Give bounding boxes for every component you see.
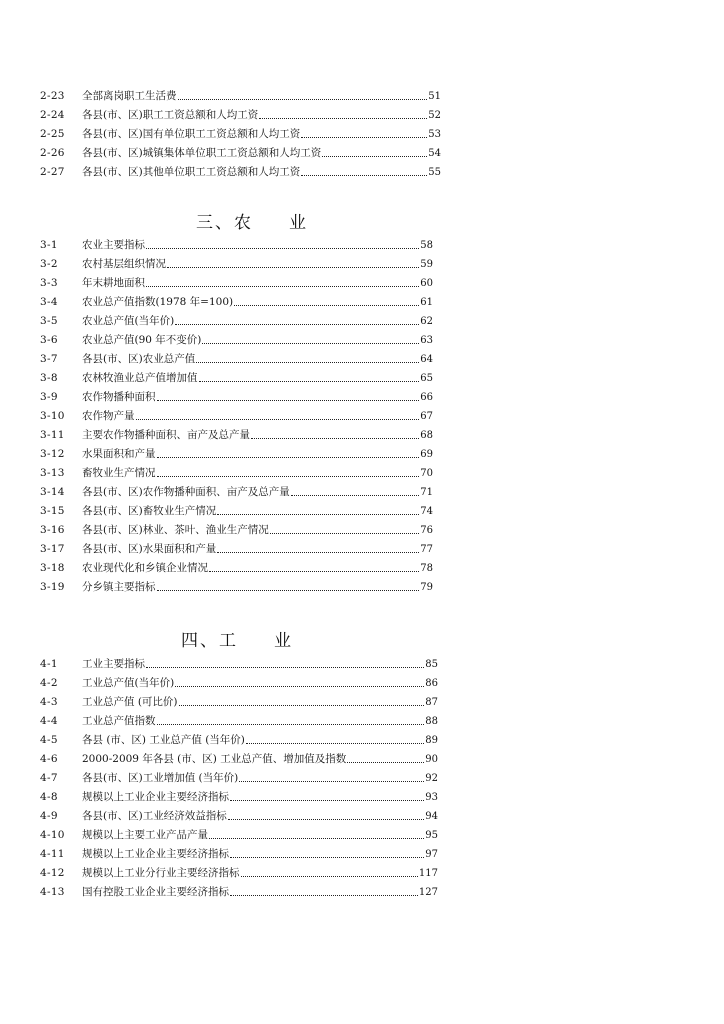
toc-dot-leader — [167, 255, 419, 268]
toc-entry[interactable] — [40, 845, 438, 864]
toc-entry-number: 4-8 — [40, 791, 58, 803]
toc-entry-title: 各县 (市、区) 工业总产值 (当年价) — [82, 734, 245, 746]
toc-entry[interactable] — [40, 331, 433, 350]
toc-dot-leader — [301, 163, 427, 176]
toc-entry-number: 3-17 — [40, 543, 65, 555]
toc-entry-page: 66 — [420, 392, 433, 403]
toc-entry-number: 3-10 — [40, 410, 65, 422]
toc-entry-title: 工业总产值(当年价) — [82, 677, 175, 689]
toc-dot-leader — [146, 274, 419, 287]
toc-entry-number: 4-11 — [40, 848, 65, 860]
toc-entry-title: 国有控股工业企业主要经济指标 — [82, 886, 229, 898]
toc-entry-number: 2-23 — [40, 90, 65, 102]
toc-entry-title: 2000-2009 年各县 (市、区) 工业总产值、增加值及指数 — [82, 753, 347, 765]
toc-entry-page: 117 — [418, 868, 438, 879]
toc-entry[interactable] — [40, 483, 433, 502]
toc-entry-number: 3-15 — [40, 505, 65, 517]
toc-entry[interactable] — [40, 864, 438, 883]
toc-entry[interactable] — [40, 883, 438, 902]
toc-dot-leader — [146, 655, 424, 668]
toc-entry-page: 62 — [420, 316, 433, 327]
toc-entry[interactable] — [40, 464, 433, 483]
toc-entry-title: 各县(市、区)农作物播种面积、亩产及总产量 — [82, 486, 290, 498]
toc-entry[interactable] — [40, 144, 441, 163]
toc-entry[interactable] — [40, 712, 438, 731]
toc-entry-number: 4-6 — [40, 753, 58, 765]
toc-entry[interactable] — [40, 163, 441, 182]
toc-entry[interactable] — [40, 731, 438, 750]
toc-entry-number: 3-9 — [40, 391, 58, 403]
toc-entry-number: 4-13 — [40, 886, 65, 898]
toc-entry-number: 3-1 — [40, 239, 58, 251]
toc-entry-page: 89 — [425, 735, 438, 746]
toc-entry-title: 各县(市、区)水果面积和产量 — [82, 543, 217, 555]
toc-entry-title: 主要农作物播种面积、亩产及总产量 — [82, 429, 250, 441]
toc-entry[interactable] — [40, 106, 441, 125]
toc-entry-page: 67 — [420, 411, 433, 422]
toc-entry-title: 畜牧业生产情况 — [82, 467, 156, 479]
toc-entry-page: 88 — [425, 716, 438, 727]
toc-entry-number: 3-7 — [40, 353, 58, 365]
toc-entry-number: 4-7 — [40, 772, 58, 784]
toc-entry-title: 工业总产值 (可比价) — [82, 696, 178, 708]
toc-entry-page: 127 — [418, 887, 438, 898]
toc-entry[interactable] — [40, 426, 433, 445]
toc-dot-leader — [202, 331, 419, 344]
toc-dot-leader — [146, 236, 419, 249]
toc-entry-page: 85 — [425, 659, 438, 670]
toc-entry[interactable] — [40, 502, 433, 521]
toc-entry-number: 3-16 — [40, 524, 65, 536]
toc-entry-title: 规模以上工业企业主要经济指标 — [82, 791, 229, 803]
toc-dot-leader — [230, 883, 418, 896]
toc-entry-page: 90 — [425, 754, 438, 765]
toc-entry[interactable] — [40, 369, 433, 388]
toc-dot-leader — [179, 693, 425, 706]
toc-entry-page: 58 — [420, 240, 433, 251]
toc-entry-title: 分乡镇主要指标 — [82, 581, 156, 593]
toc-entry-page: 69 — [420, 449, 433, 460]
toc-entry-number: 2-25 — [40, 128, 65, 140]
toc-entry-number: 3-11 — [40, 429, 65, 441]
toc-dot-leader — [270, 521, 420, 534]
toc-entry[interactable] — [40, 312, 433, 331]
toc-entry[interactable] — [40, 521, 433, 540]
toc-entry[interactable] — [40, 350, 433, 369]
toc-dot-leader — [301, 125, 427, 138]
toc-entry[interactable] — [40, 655, 438, 674]
toc-entry-number: 3-12 — [40, 448, 65, 460]
toc-dot-leader — [175, 312, 419, 325]
section-3-heading-prefix: 三、农 — [196, 213, 253, 233]
section-4-heading — [0, 626, 599, 651]
toc-dot-leader — [196, 350, 419, 363]
toc-entry-number: 3-8 — [40, 372, 58, 384]
toc-entry-title: 各县(市、区)工业经济效益指标 — [82, 810, 227, 822]
toc-entry-number: 3-5 — [40, 315, 58, 327]
toc-entry-page: 74 — [420, 506, 433, 517]
toc-entry-page: 71 — [420, 487, 433, 498]
toc-entry-page: 59 — [420, 259, 433, 270]
toc-dot-leader — [178, 87, 428, 100]
toc-dot-leader — [230, 788, 424, 801]
toc-section-4 — [40, 655, 438, 902]
toc-entry-page: 79 — [420, 582, 433, 593]
toc-entry[interactable] — [40, 388, 433, 407]
section-4-heading-suffix: 业 — [274, 631, 293, 651]
toc-entry-page: 78 — [420, 563, 433, 574]
toc-section-2 — [40, 87, 441, 182]
toc-entry-page: 52 — [428, 110, 441, 121]
toc-entry-title: 各县(市、区)农业总产值 — [82, 353, 196, 365]
toc-entry-title: 各县(市、区)职工工资总额和人均工资 — [82, 109, 259, 121]
toc-entry-number: 4-12 — [40, 867, 65, 879]
toc-entry[interactable] — [40, 769, 438, 788]
toc-entry-title: 农作物产量 — [82, 410, 135, 422]
toc-entry-page: 93 — [425, 792, 438, 803]
toc-dot-leader — [157, 388, 420, 401]
toc-entry-number: 4-4 — [40, 715, 58, 727]
toc-dot-leader — [157, 445, 420, 458]
toc-entry-title: 农业总产值(当年价) — [82, 315, 175, 327]
toc-dot-leader — [217, 540, 419, 553]
toc-entry[interactable] — [40, 788, 438, 807]
toc-section-3 — [40, 236, 433, 597]
toc-entry-number: 3-13 — [40, 467, 65, 479]
toc-dot-leader — [322, 144, 427, 157]
toc-entry[interactable] — [40, 445, 433, 464]
toc-entry-page: 68 — [420, 430, 433, 441]
toc-entry-number: 4-1 — [40, 658, 58, 670]
toc-dot-leader — [199, 369, 420, 382]
toc-entry-page: 61 — [420, 297, 433, 308]
toc-entry-page: 55 — [428, 167, 441, 178]
toc-entry-number: 3-19 — [40, 581, 65, 593]
toc-entry-title: 水果面积和产量 — [82, 448, 156, 460]
toc-entry-title: 规模以上主要工业产品产量 — [82, 829, 208, 841]
toc-dot-leader — [217, 502, 419, 515]
toc-dot-leader — [234, 293, 419, 306]
toc-entry-page: 63 — [420, 335, 433, 346]
toc-dot-leader — [209, 559, 419, 572]
toc-entry[interactable] — [40, 274, 433, 293]
toc-entry-title: 农业总产值(90 年不变价) — [82, 334, 202, 346]
toc-entry-title: 各县(市、区)国有单位职工工资总额和人均工资 — [82, 128, 301, 140]
toc-entry-title: 各县(市、区)其他单位职工工资总额和人均工资 — [82, 166, 301, 178]
toc-dot-leader — [246, 731, 424, 744]
toc-entry[interactable] — [40, 540, 433, 559]
toc-entry-number: 3-6 — [40, 334, 58, 346]
section-4-heading-prefix: 四、工 — [181, 631, 238, 651]
toc-dot-leader — [175, 674, 424, 687]
toc-dot-leader — [157, 464, 420, 477]
toc-entry-title: 工业总产值指数 — [82, 715, 156, 727]
toc-dot-leader — [157, 712, 425, 725]
toc-dot-leader — [259, 106, 427, 119]
toc-entry-title: 工业主要指标 — [82, 658, 145, 670]
toc-entry-number: 4-9 — [40, 810, 58, 822]
toc-entry[interactable] — [40, 559, 433, 578]
toc-entry[interactable] — [40, 578, 433, 597]
toc-entry-number: 4-5 — [40, 734, 58, 746]
toc-entry[interactable] — [40, 693, 438, 712]
toc-entry-number: 4-10 — [40, 829, 65, 841]
toc-dot-leader — [347, 750, 424, 763]
toc-entry-number: 3-4 — [40, 296, 58, 308]
toc-entry-number: 2-24 — [40, 109, 65, 121]
toc-entry-page: 94 — [425, 811, 438, 822]
toc-entry-page: 97 — [425, 849, 438, 860]
toc-entry-page: 60 — [420, 278, 433, 289]
toc-entry-title: 规模以上工业分行业主要经济指标 — [82, 867, 240, 879]
toc-entry-page: 70 — [420, 468, 433, 479]
toc-dot-leader — [251, 426, 419, 439]
toc-entry[interactable] — [40, 674, 438, 693]
toc-entry-title: 农业主要指标 — [82, 239, 145, 251]
toc-dot-leader — [136, 407, 420, 420]
toc-dot-leader — [230, 845, 424, 858]
toc-entry-title: 各县(市、区)城镇集体单位职工工资总额和人均工资 — [82, 147, 322, 159]
toc-entry-page: 76 — [420, 525, 433, 536]
toc-entry-number: 2-26 — [40, 147, 65, 159]
toc-entry-page: 92 — [425, 773, 438, 784]
toc-entry-title: 各县(市、区)工业增加值 (当年价) — [82, 772, 239, 784]
toc-dot-leader — [291, 483, 420, 496]
toc-entry-title: 各县(市、区)林业、茶叶、渔业生产情况 — [82, 524, 269, 536]
toc-entry-page: 51 — [428, 91, 441, 102]
toc-entry[interactable] — [40, 87, 441, 106]
toc-dot-leader — [239, 769, 424, 782]
toc-dot-leader — [241, 864, 418, 877]
toc-dot-leader — [209, 826, 424, 839]
toc-entry-page: 77 — [420, 544, 433, 555]
toc-entry-number: 3-18 — [40, 562, 65, 574]
toc-entry[interactable] — [40, 407, 433, 426]
toc-entry-number: 3-3 — [40, 277, 58, 289]
toc-entry[interactable] — [40, 255, 433, 274]
toc-dot-leader — [157, 578, 420, 591]
toc-entry-title: 各县(市、区)畜牧业生产情况 — [82, 505, 217, 517]
toc-entry[interactable] — [40, 125, 441, 144]
toc-entry-page: 53 — [428, 129, 441, 140]
toc-entry-title: 农业现代化和乡镇企业情况 — [82, 562, 208, 574]
toc-entry-title: 农村基层组织情况 — [82, 258, 166, 270]
toc-entry[interactable] — [40, 807, 438, 826]
toc-entry-page: 87 — [425, 697, 438, 708]
toc-entry-title: 年末耕地面积 — [82, 277, 145, 289]
toc-entry-number: 4-3 — [40, 696, 58, 708]
toc-entry-page: 95 — [425, 830, 438, 841]
toc-entry-page: 54 — [428, 148, 441, 159]
toc-dot-leader — [228, 807, 425, 820]
toc-entry-number: 2-27 — [40, 166, 65, 178]
toc-entry-page: 64 — [420, 354, 433, 365]
toc-entry-page: 86 — [425, 678, 438, 689]
toc-entry-title: 农业总产值指数(1978 年=100) — [82, 296, 234, 308]
toc-entry[interactable] — [40, 750, 438, 769]
toc-entry-title: 农作物播种面积 — [82, 391, 156, 403]
section-3-heading — [0, 208, 614, 233]
toc-entry-number: 3-2 — [40, 258, 58, 270]
toc-entry[interactable] — [40, 236, 433, 255]
toc-entry-number: 3-14 — [40, 486, 65, 498]
toc-entry-title: 全部离岗职工生活费 — [82, 90, 177, 102]
toc-entry-number: 4-2 — [40, 677, 58, 689]
toc-entry-title: 农林牧渔业总产值增加值 — [82, 372, 198, 384]
toc-entry-title: 规模以上工业企业主要经济指标 — [82, 848, 229, 860]
toc-entry[interactable] — [40, 826, 438, 845]
section-3-heading-suffix: 业 — [289, 213, 308, 233]
toc-entry[interactable] — [40, 293, 433, 312]
toc-entry-page: 65 — [420, 373, 433, 384]
